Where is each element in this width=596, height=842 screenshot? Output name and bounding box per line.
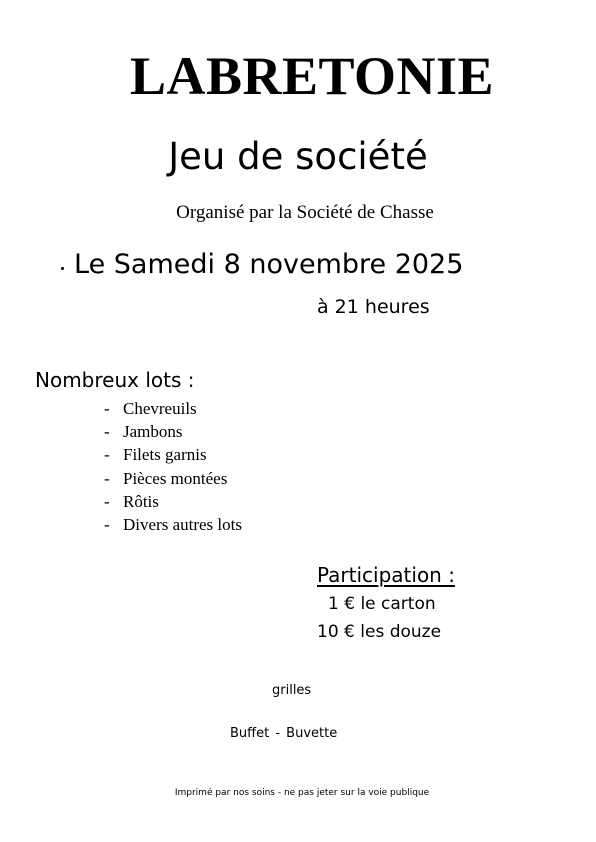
participation-heading: Participation : (317, 563, 455, 587)
organizer-line: Organisé par la Société de Chasse (176, 202, 434, 223)
list-item-label: Chevreuils (123, 399, 197, 418)
list-dash: - (104, 399, 110, 418)
list-item (104, 490, 242, 513)
bullet-dot (61, 267, 64, 270)
list-item (104, 513, 242, 536)
lots-list (104, 397, 242, 536)
list-item (104, 420, 242, 443)
list-item-label: Filets garnis (123, 445, 207, 465)
list-item (104, 397, 242, 420)
grilles-note: grilles (272, 683, 312, 698)
list-item-label: Rôtis (123, 491, 159, 511)
lots-heading: Nombreux lots : (35, 368, 195, 392)
list-dash: - (104, 445, 110, 465)
list-dash: - (104, 514, 110, 534)
list-item (104, 443, 242, 466)
buffet-note: Buffet - Buvette (230, 726, 338, 741)
page-subtitle: Jeu de société (168, 135, 428, 178)
price-single: 1 € le carton (328, 594, 436, 614)
page-title: LABRETONIE (129, 46, 495, 106)
event-time: à 21 heures (317, 296, 430, 318)
price-dozen: 10 € les douze (317, 622, 442, 642)
list-dash: - (104, 468, 110, 488)
list-dash: - (104, 422, 110, 442)
list-item (104, 467, 242, 490)
list-dash: - (104, 491, 110, 511)
list-item-label: Divers autres lots (123, 514, 242, 534)
list-item-label: Jambons (123, 422, 183, 442)
event-date: Le Samedi 8 novembre 2025 (74, 249, 464, 280)
list-item-label: Pièces montées (123, 468, 228, 488)
footer-note: Imprimé par nos soins - ne pas jeter sur la voie publique (174, 788, 430, 798)
